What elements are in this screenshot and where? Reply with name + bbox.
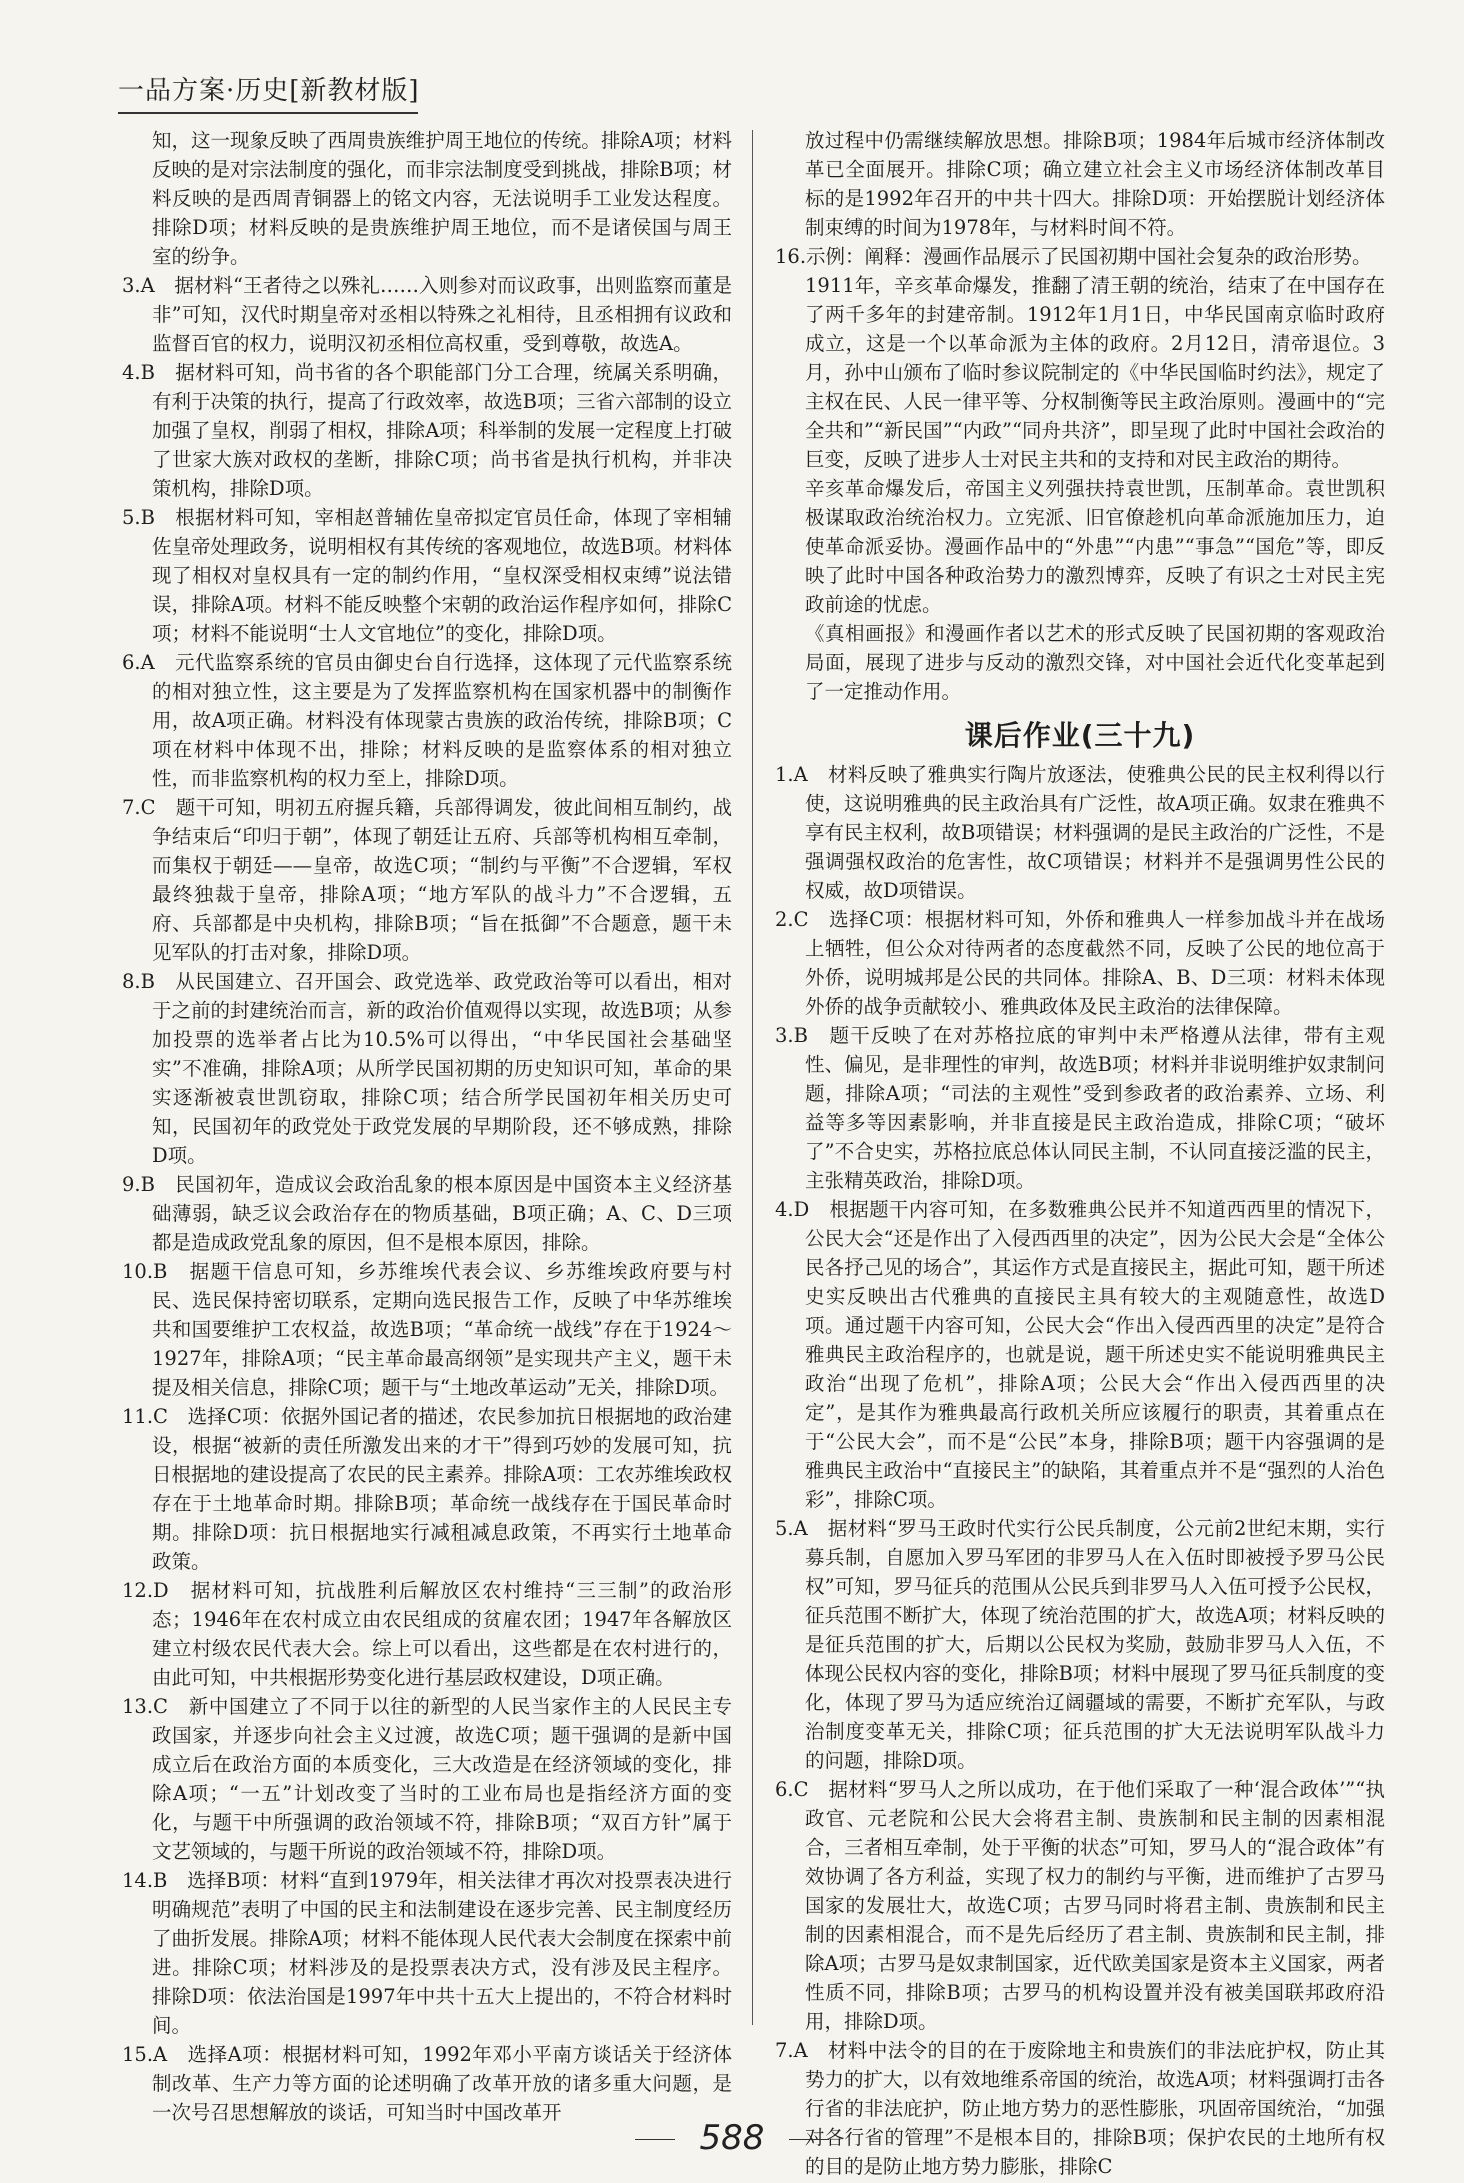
answer-paragraph: 5.A 据材料“罗马王政时代实行公民兵制度，公元前2世纪末期，实行募兵制，自愿加入罗马军团的非罗马人在入伍时即被授予罗马公民权”可知，罗马征兵的范围从公民兵到非罗马人入伍可授予公民权，征兵范围不断扩大，体现了统治范围的扩大，故选A项；材料反映的是征兵范围的扩大，后期以公民权为奖励，鼓励非罗马人入伍，不体现公民权内容的变化，排除B项；材料中展现了罗马征兵制度的变化，体现了罗马为适应统治辽阔疆域的需要，不断扩充军队，与政治制度变革无关，排除C项；征兵范围的扩大无法说明军队战斗力的问题，排除D项。 <box>775 1517 1385 1772</box>
essay-paragraph: 辛亥革命爆发后，帝国主义列强扶持袁世凯，压制革命。袁世凯积极谋取政治统治权力。立宪派、旧官僚趁机向革命派施加压力，迫使革命派妥协。漫画作品中的“外患”“内患”“事急”“国危”等，即反映了此时中国各种政治势力的激烈博弈，反映了有识之士对民主宪政前途的忧虑。 <box>805 477 1385 616</box>
page-number-dash <box>789 2139 829 2140</box>
column-divider <box>752 130 753 2025</box>
answer-paragraph: 3.A 据材料“王者待之以殊礼……入则参对而议政事，出则监察而董是非”可知，汉代时期皇帝对丞相以特殊之礼相待，且丞相拥有议政和监督百官的权力，说明汉初丞相位高权重，受到尊敬，故选A。 <box>122 274 732 355</box>
section-title: 课后作业(三十九) <box>964 719 1196 752</box>
left-column <box>122 126 732 2127</box>
page-header: 一品方案·历史[新教材版] <box>118 76 420 106</box>
answer-paragraph: 11.C 选择C项：依据外国记者的描述，农民参加抗日根据地的政治建设，根据“被新的责任所激发出来的才干”得到巧妙的发展可知，抗日根据地的建设提高了农民的民主素养。排除A项：工农苏维埃政权存在于土地革命时期。排除B项；革命统一战线存在于国民革命时期。排除D项：抗日根据地实行减租减息政策，不再实行土地革命政策。 <box>122 1405 732 1573</box>
answer-paragraph: 15.A 选择A项：根据材料可知，1992年邓小平南方谈话关于经济体制改革、生产力等方面的论述明确了改革开放的诸多重大问题，是一次号召思想解放的谈话，可知当时中国改革开 <box>122 2043 732 2124</box>
answer-paragraph: 6.C 据材料“罗马人之所以成功，在于他们采取了一种‘混合政体’”“执政官、元老院和公民大会将君主制、贵族制和民主制的因素相混合，三者相互牵制，处于平衡的状态”可知，罗马人的“混合政体”有效协调了各方利益，实现了权力的制约与平衡，进而维护了古罗马国家的发展壮大，故选C项；古罗马同时将君主制、贵族制和民主制的因素相混合，而不是先后经历了君主制、贵族制和民主制，排除A项；古罗马是奴隶制国家，近代欧美国家是资本主义国家，两者性质不同，排除B项；古罗马的机构设置并没有被美国联邦政府沿用，排除D项。 <box>775 1778 1385 2033</box>
answer-paragraph: 4.D 根据题干内容可知，在多数雅典公民并不知道西西里的情况下，公民大会“还是作出了入侵西西里的决定”，因为公民大会是“全体公民各抒己见的场合”，其运作方式是直接民主，据此可知，题干所述史实反映出古代雅典的直接民主具有较大的主观随意性，故选D项。通过题干内容可知，公民大会“作出入侵西西里的决定”是符合雅典民主政治程序的，也就是说，题干所述史实不能说明雅典民主政治“出现了危机”，排除A项；公民大会“作出入侵西西里的决定”，是其作为雅典最高行政机关所应该履行的职责，其着重点在于“公民大会”，而不是“公民”本身，排除B项；题干内容强调的是雅典民主政治中“直接民主”的缺陷，其着重点并不是“强烈的人治色彩”，排除C项。 <box>775 1198 1385 1511</box>
page-number: 588 <box>699 2118 765 2158</box>
header-rule <box>118 112 418 114</box>
page-number-dash <box>635 2139 675 2140</box>
answer-paragraph: 14.B 选择B项：材料“直到1979年，相关法律才再次对投票表决进行明确规范”表明了中国的民主和法制建设在逐步完善、民主制度经历了曲折发展。排除A项；材料不能体现人民代表大会制度在探索中前进。排除C项；材料涉及的是投票表决方式，没有涉及民主程序。排除D项：依法治国是1997年中共十五大上提出的，不符合材料时间。 <box>122 1869 732 2037</box>
answer-paragraph: 16.示例：阐释：漫画作品展示了民国初期中国社会复杂的政治形势。 <box>775 245 1372 268</box>
answer-paragraph: 3.B 题干反映了在对苏格拉底的审判中未严格遵从法律，带有主观性、偏见，是非理性的审判，故选B项；材料并非说明维护奴隶制问题，排除A项；“司法的主观性”受到参政者的政治素养、立场、利益等多等因素影响，并非直接是民主政治造成，排除C项；“破坏了”不合史实，苏格拉底总体认同民主制，不认同直接泛滥的民主，主张精英政治，排除D项。 <box>775 1024 1385 1192</box>
answer-paragraph: 6.A 元代监察系统的官员由御史台自行选择，这体现了元代监察系统的相对独立性，这主要是为了发挥监察机构在国家机器中的制衡作用，故A项正确。材料没有体现蒙古贵族的政治传统，排除B项；C项在材料中体现不出，排除；材料反映的是监察体系的相对独立性，而非监察机构的权力至上，排除D项。 <box>122 651 732 790</box>
answer-paragraph: 5.B 根据材料可知，宰相赵普辅佐皇帝拟定官员任命，体现了宰相辅佐皇帝处理政务，说明相权有其传统的客观地位，故选B项。材料体现了相权对皇权具有一定的制约作用，“皇权深受相权束缚”说法错误，排除A项。材料不能反映整个宋朝的政治运作程序如何，排除C项；材料不能说明“士人文官地位”的变化，排除D项。 <box>122 506 732 645</box>
answer-paragraph: 8.B 从民国建立、召开国会、政党选举、政党政治等可以看出，相对于之前的封建统治而言，新的政治价值观得以实现，故选B项；从参加投票的选举者占比为10.5%可以得出，“中华民国社会基础坚实”不准确，排除A项；从所学民国初期的历史知识可知，革命的果实逐渐被袁世凯窃取，排除C项；结合所学民国初年相关历史可知，民国初年的政党处于政党发展的早期阶段，还不够成熟，排除D项。 <box>122 970 732 1167</box>
answer-paragraph: 7.C 题干可知，明初五府握兵籍，兵部得调发，彼此间相互制约，战争结束后“印归于朝”，体现了朝廷让五府、兵部等机构相互牵制，而集权于朝廷——皇帝，故选C项；“制约与平衡”不合逻辑，军权最终独裁于皇帝，排除A项；“地方军队的战斗力”不合逻辑，五府、兵部都是中央机构，排除B项；“旨在抵御”不合题意，题干未见军队的打击对象，排除D项。 <box>122 796 732 964</box>
answer-paragraph: 放过程中仍需继续解放思想。排除B项；1984年后城市经济体制改革已全面展开。排除C项；确立建立社会主义市场经济体制改革目标的是1992年召开的中共十四大。排除D项：开始摆脱计划经济体制束缚的时间为1978年，与材料时间不符。 <box>805 129 1385 239</box>
answer-paragraph: 13.C 新中国建立了不同于以往的新型的人民当家作主的人民民主专政国家，并逐步向社会主义过渡，故选C项；题干强调的是新中国成立后在政治方面的本质变化，三大改造是在经济领域的变化，排除A项；“一五”计划改变了当时的工业布局也是指经济方面的变化，与题干中所强调的政治领域不符，排除B项；“双百方针”属于文艺领域的，与题干所说的政治领域不符，排除D项。 <box>122 1695 732 1863</box>
answer-paragraph: 4.B 据材料可知，尚书省的各个职能部门分工合理，统属关系明确，有利于决策的执行，提高了行政效率，故选B项；三省六部制的设立加强了皇权，削弱了相权，排除A项；科举制的发展一定程度上打破了世家大族对政权的垄断，排除C项；尚书省是执行机构，并非决策机构，排除D项。 <box>122 361 732 500</box>
right-column <box>775 126 1385 2181</box>
answer-paragraph: 12.D 据材料可知，抗战胜利后解放区农村维持“三三制”的政治形态；1946年在农村成立由农民组成的贫雇农团；1947年各解放区建立村级农民代表大会。综上可以看出，这些都是在农村进行的，由此可知，中共根据形势变化进行基层政权建设，D项正确。 <box>122 1579 732 1689</box>
answer-paragraph: 2.C 选择C项：根据材料可知，外侨和雅典人一样参加战斗并在战场上牺牲，但公众对待两者的态度截然不同，反映了公民的地位高于外侨，说明城邦是公民的共同体。排除A、B、D三项：材料未体现外侨的战争贡献较小、雅典政体及民主政治的法律保障。 <box>775 908 1385 1018</box>
page-number-row <box>0 2118 1464 2158</box>
essay-paragraph: 《真相画报》和漫画作者以艺术的形式反映了民国初期的客观政治局面，展现了进步与反动的激烈交锋，对中国社会近代化变革起到了一定推动作用。 <box>805 622 1385 703</box>
answer-paragraph: 1.A 材料反映了雅典实行陶片放逐法，使雅典公民的民主权利得以行使，这说明雅典的民主政治具有广泛性，故A项正确。奴隶在雅典不享有民主权利，故B项错误；材料强调的是民主政治的广泛性，不是强调强权政治的危害性，故C项错误；材料并不是强调男性公民的权威，故D项错误。 <box>775 763 1385 902</box>
essay-paragraph: 1911年，辛亥革命爆发，推翻了清王朝的统治，结束了在中国存在了两千多年的封建帝制。1912年1月1日，中华民国南京临时政府成立，这是一个以革命派为主体的政府。2月12日，清帝退位。3月，孙中山颁布了临时参议院制定的《中华民国临时约法》，规定了主权在民、人民一律平等、分权制衡等民主政治原则。漫画中的“完全共和”“新民国”“内政”“同舟共济”，即呈现了此时中国社会政治的巨变，反映了进步人士对民主共和的支持和对民主政治的期待。 <box>805 274 1385 471</box>
answer-paragraph: 知，这一现象反映了西周贵族维护周王地位的传统。排除A项；材料反映的是对宗法制度的强化，而非宗法制度受到挑战，排除B项；材料反映的是西周青铜器上的铭文内容，无法说明手工业发达程度。排除D项；材料反映的是贵族维护周王地位，而不是诸侯国与周王室的纷争。 <box>152 129 732 268</box>
answer-paragraph: 10.B 据题干信息可知，乡苏维埃代表会议、乡苏维埃政府要与村民、选民保持密切联系，定期向选民报告工作，反映了中华苏维埃共和国要维护工农权益，故选B项；“革命统一战线”存在于1924～1927年，排除A项；“民主革命最高纲领”是实现共产主义，题干未提及相关信息，排除C项；题干与“土地改革运动”无关，排除D项。 <box>122 1260 732 1399</box>
answer-paragraph: 9.B 民国初年，造成议会政治乱象的根本原因是中国资本主义经济基础薄弱，缺乏议会政治存在的物质基础，B项正确；A、C、D三项都是造成政党乱象的原因，但不是根本原因，排除。 <box>122 1173 732 1254</box>
answer-paragraph: 7.A 材料中法令的目的在于废除地主和贵族们的非法庇护权，防止其势力的扩大，以有效地维系帝国的统治，故选A项；材料强调打击各行省的非法庇护，防止地方势力的恶性膨胀，巩固帝国统治，“加强对各行省的管理”不是根本目的，排除B项；保护农民的土地所有权的目的是防止地方势力膨胀，排除C <box>775 2039 1385 2178</box>
